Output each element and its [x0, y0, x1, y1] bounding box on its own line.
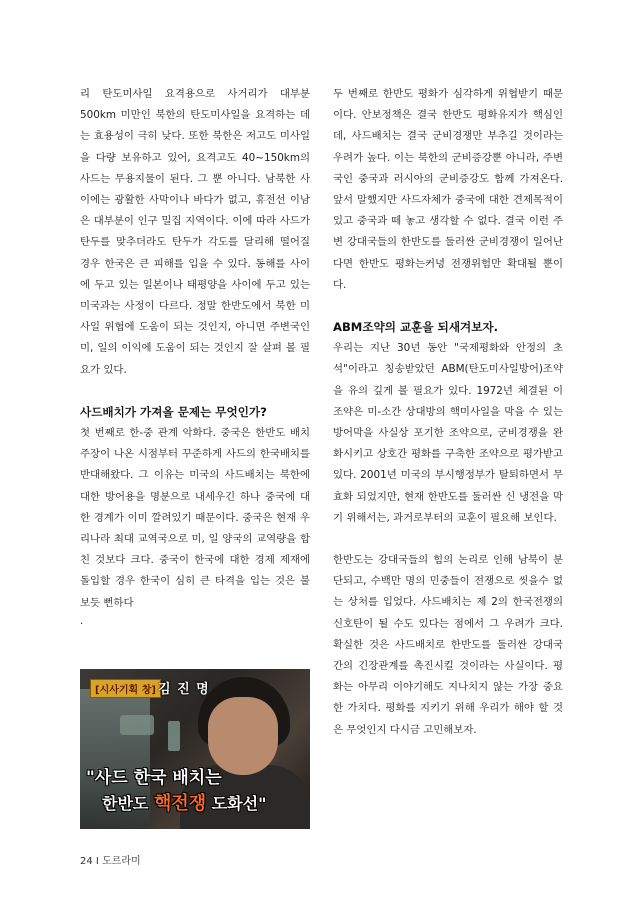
right-column [333, 84, 563, 741]
trailing-dot: . [80, 614, 84, 627]
left-column [80, 84, 310, 628]
body-paragraph: 두 번째로 한반도 평화가 심각하게 위협받기 때문이다. 안보정책은 결국 한반도 평화유지가 핵심인데, 사드배치는 결국 군비경쟁만 부추길 것이라는 우려가 높다. 이는 북한의 군비증강뿐 아니라, 주변국인 중국과 러시아의 군비증강도 함께 가져온다. 앞서 말했지만 사드자체가 중국에 대한 견제목적이 있고 중국과 떼 놓고 생각할 수 없다. 결국 이런 주변 강대국들의 한반도를 둘러싼 군비경쟁이 일어난다면 한반도 평화는커녕 전쟁위험만 확대될 뿐이다. [333, 88, 563, 291]
speaker-name: 김 진 명 [158, 682, 210, 697]
program-tag: [시사기획 창] [90, 679, 161, 698]
section-heading: ABM조약의 교훈을 되새겨보자. [333, 320, 499, 335]
footer-separator: I [95, 856, 99, 867]
section-heading: 사드배치가 가져올 문제는 무엇인가? [80, 404, 267, 419]
body-paragraph: 한반도는 강대국들의 힘의 논리로 인해 남북이 분단되고, 수백만 명의 민중들이 전쟁으로 씻을수 없는 상처를 입었다. 사드배치는 제 2의 한국전쟁의 신호탄이 될 수도 있다는 점에서 그 우려가 크다. 확실한 것은 사드배치로 한반도를 둘러싼 강대국 간의 긴장관계를 촉진시킬 것이라는 사실이다. 평화는 아무리 이야기해도 지나치지 않는 가장 중요한 가치다. 평화를 지키기 위해 우리가 해야 할 것은 무엇인지 다시금 고민해보자. [333, 554, 563, 736]
caption-line-2: 한반도 핵전쟁 도화선" [102, 793, 267, 814]
news-screenshot-photo [80, 669, 310, 829]
body-paragraph: 첫 번째로 한-중 관계 악화다. 중국은 한반도 배치 주장이 나온 시점부터 꾸준하게 사드의 한국배치를 반대해왔다. 그 이유는 미국의 사드배치는 북한에 대한 방어용을 명분으로 내세우긴 하나 중국에 대한 경계가 이미 깔려있기 때문이다. 중국은 현재 우리나라 최대 교역국으로 미, 일 양국의 교역량을 합친 것보다 크다. 중국이 한국에 대한 경제 제재에 돌입할 경우 한국이 심히 큰 타격을 입는 것은 불 보듯 뻔하다 [80, 427, 310, 609]
caption-line-1: "사드 한국 배치는 [86, 768, 222, 788]
page-footer [80, 852, 141, 867]
page-number: 24 [80, 856, 93, 867]
body-paragraph: 리 탄도미사일 요격용으로 사거리가 대부분 500km 미만인 북한의 탄도미사일을 요격하는 데는 효용성이 극히 낮다. 또한 북한은 저고도 미사일을 다량 보유하고 있어, 요격고도 40~150km의 사드는 무용지물이 된다. 그 뿐 아니다. 남북한 사이에는 광활한 사막이나 바다가 없고, 휴전선 이남은 대부분이 인구 밀집 지역이다. 이에 따라 사드가 탄두를 맞추더라도 탄두가 각도를 달리해 떨어질 경우 한국은 큰 피해를 입을 수 있다. 동해를 사이에 두고 있는 일본이나 태평양을 사이에 두고 있는 미국과는 사정이 다르다. 정말 한반도에서 북한 미사일 위협에 도움이 되는 것인지, 아니면 주변국인 미, 일의 이익에 도움이 되는 것인지 잘 살펴 볼 필요가 있다. [80, 88, 310, 376]
body-paragraph: 우리는 지난 30년 동안 "국제평화와 안정의 초석"이라고 칭송받았던 ABM(탄도미사일방어)조약을 유의 깊게 볼 필요가 있다. 1972년 체결된 이 조약은 미-소간 상대방의 핵미사일을 막을 수 있는 방어막을 사실상 포기한 조약으로, 군비경쟁을 완화시키고 상호간 평화를 구축한 조약으로 평가받고 있다. 2001년 미국의 부시행정부가 탈퇴하면서 무효화 되었지만, 현재 한반도를 둘러싼 신 냉전을 막기 위해서는, 과거로부터의 교훈이 필요해 보인다. [333, 342, 563, 524]
publication-name: 도르라미 [102, 856, 141, 867]
caption-highlight: 핵전쟁 [153, 793, 207, 814]
